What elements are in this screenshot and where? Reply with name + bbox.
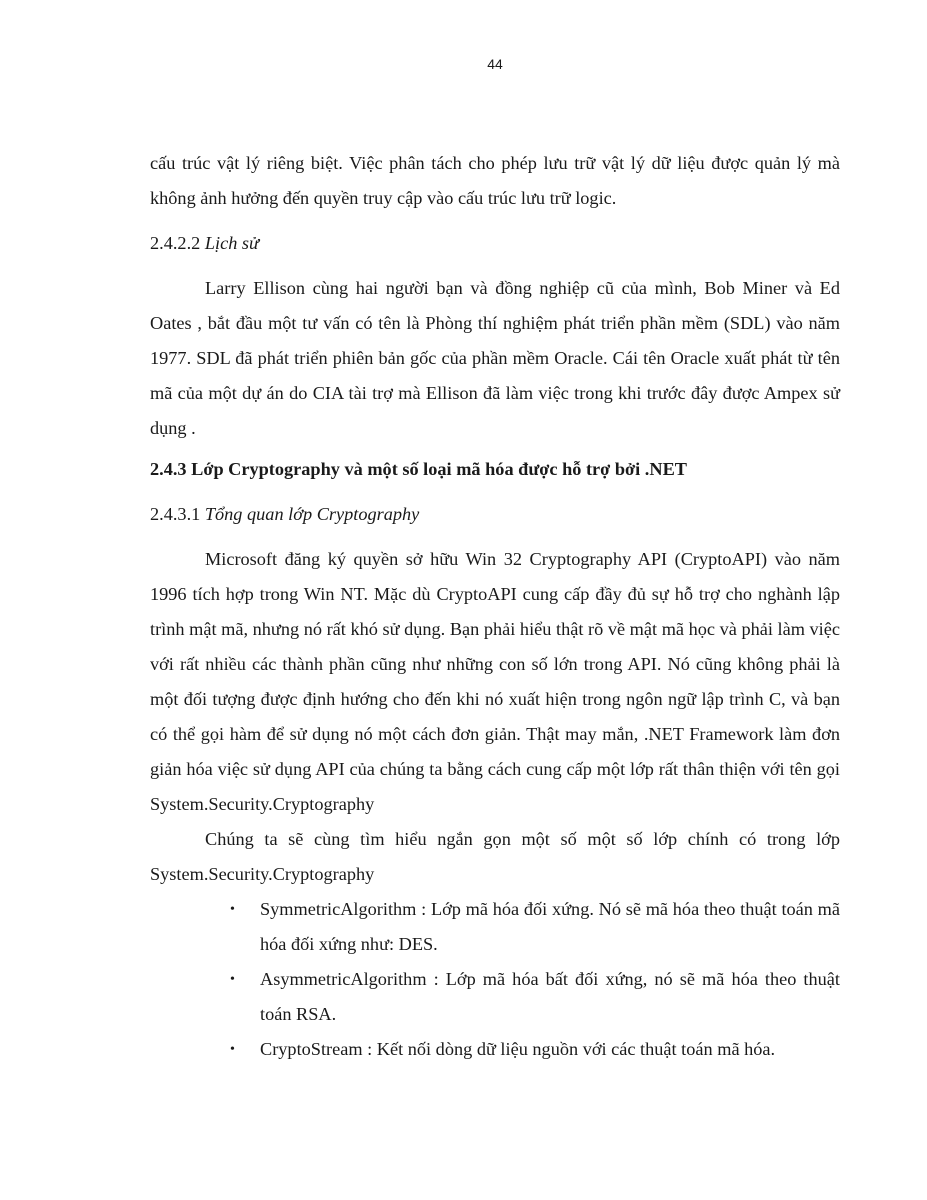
list-item-text: AsymmetricAlgorithm : Lớp mã hóa bất đối xứng, nó sẽ mã hóa theo thuật toán RSA.	[260, 969, 840, 1024]
bullet-icon: •	[230, 902, 235, 917]
heading-2-4-2-2	[150, 226, 840, 261]
list-item	[230, 962, 840, 1032]
class-list	[150, 892, 840, 1067]
list-item	[230, 1032, 840, 1067]
heading-2-4-3: 2.4.3 Lớp Cryptography và một số loại mã hóa được hỗ trợ bởi .NET	[150, 459, 687, 479]
paragraph-classes-intro: Chúng ta sẽ cùng tìm hiểu ngắn gọn một số một số lớp chính có trong lớp System.Security.Cryptography	[150, 829, 840, 884]
list-item	[230, 892, 840, 962]
heading-title: Lịch sử	[204, 233, 260, 253]
heading-number: 2.4.3.1	[150, 504, 201, 524]
list-item-text: CryptoStream : Kết nối dòng dữ liệu nguồn với các thuật toán mã hóa.	[260, 1039, 776, 1059]
paragraph-cryptoapi: Microsoft đăng ký quyền sở hữu Win 32 Cryptography API (CryptoAPI) vào năm 1996 tích hợp trong Win NT. Mặc dù CryptoAPI cung cấp đầy đủ sự hỗ trợ cho nghành lập trình mật mã, nhưng nó rất khó sử dụng. Bạn phải hiểu thật rõ về mật mã học và phải làm việc với rất nhiều các thành phần cũng như những con số lớn trong API. Nó cũng không phải là một đối tượng được định hướng cho đến khi nó xuất hiện trong ngôn ngữ lập trình C, và bạn có thể gọi hàm để sử dụng nó một cách đơn giản. Thật may mắn, .NET Framework làm đơn giản hóa việc sử dụng API của chúng ta bằng cách cung cấp một lớp rất thân thiện với tên gọi System.Security.Cryptography	[150, 549, 840, 814]
heading-2-4-3-1	[150, 497, 840, 532]
page-number: 44	[487, 56, 503, 72]
list-item-text: SymmetricAlgorithm : Lớp mã hóa đối xứng. Nó sẽ mã hóa theo thuật toán mã hóa đối xứng như: DES.	[260, 899, 840, 954]
bullet-icon: •	[230, 1042, 235, 1057]
bullet-icon: •	[230, 972, 235, 987]
document-body	[150, 146, 840, 1067]
heading-title: Tổng quan lớp Cryptography	[204, 504, 420, 524]
heading-number: 2.4.2.2	[150, 233, 201, 253]
paragraph-history: Larry Ellison cùng hai người bạn và đồng nghiệp cũ của mình, Bob Miner và Ed Oates , bắt đầu một tư vấn có tên là Phòng thí nghiệm phát triển phần mềm (SDL) vào năm 1977. SDL đã phát triển phiên bản gốc của phần mềm Oracle. Cái tên Oracle xuất phát từ tên mã của một dự án do CIA tài trợ mà Ellison đã làm việc trong khi trước đây được Ampex sử dụng .	[150, 278, 840, 438]
paragraph-physical-structure: cấu trúc vật lý riêng biệt. Việc phân tách cho phép lưu trữ vật lý dữ liệu được quản lý mà không ảnh hưởng đến quyền truy cập vào cấu trúc lưu trữ logic.	[150, 153, 840, 208]
